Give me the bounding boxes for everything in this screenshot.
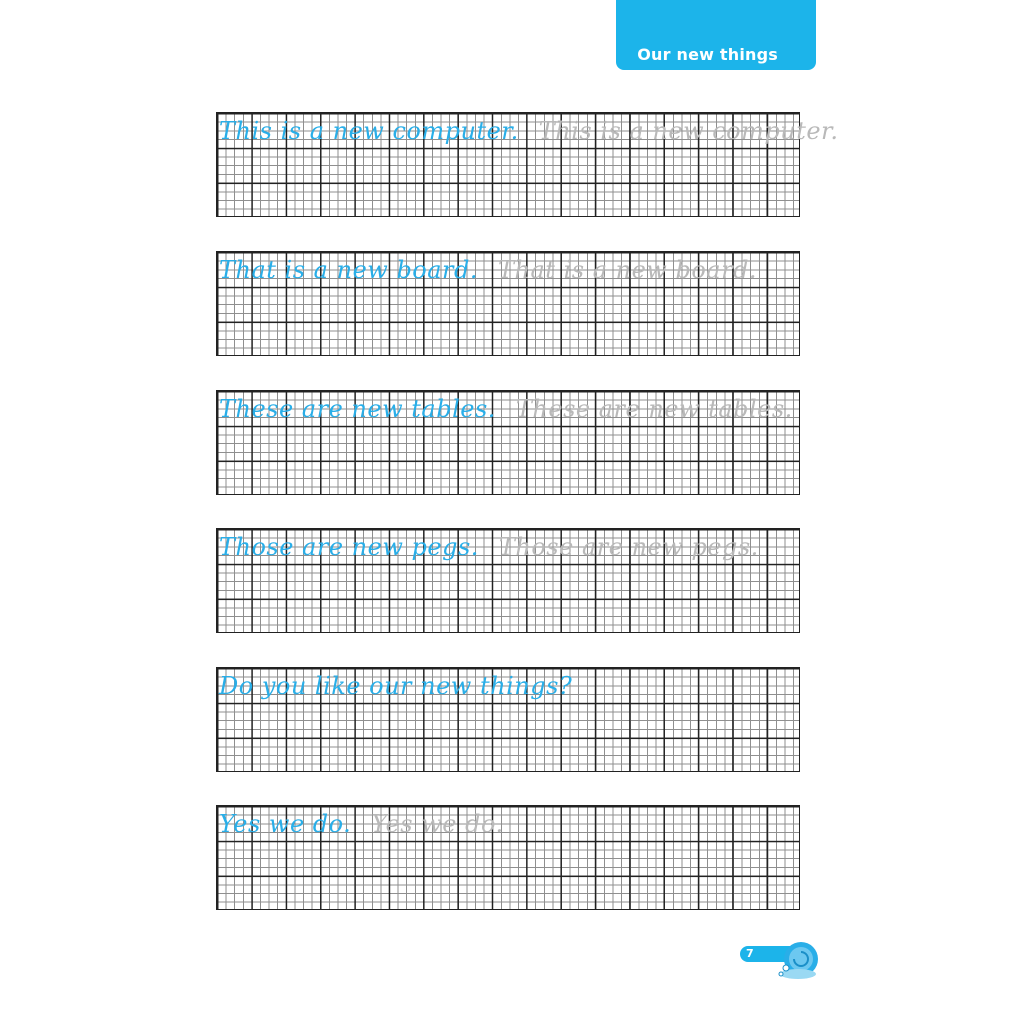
row-text <box>219 533 759 561</box>
trace-sentence: This is a new computer. <box>538 117 839 145</box>
model-sentence: Those are new pegs. <box>219 533 479 561</box>
trace-sentence: That is a new board. <box>498 256 758 284</box>
handwriting-row-6 <box>216 805 800 910</box>
row-text <box>219 117 839 145</box>
row-text <box>219 256 757 284</box>
model-sentence: Do you like our new things? <box>219 672 573 700</box>
model-sentence: These are new tables. <box>219 395 496 423</box>
handwriting-row-3 <box>216 390 800 495</box>
section-tab <box>616 0 816 70</box>
page-number: 7 <box>746 947 754 960</box>
model-sentence: This is a new computer. <box>219 117 519 145</box>
snail-mascot-icon <box>778 938 820 982</box>
model-sentence: That is a new board. <box>219 256 479 284</box>
handwriting-row-2 <box>216 251 800 356</box>
model-sentence: Yes we do. <box>219 810 352 838</box>
trace-sentence: Those are new pegs. <box>498 533 759 561</box>
row-text <box>219 810 504 838</box>
row-text <box>219 672 592 700</box>
handwriting-row-5 <box>216 667 800 772</box>
section-title: Our new things <box>637 45 778 64</box>
row-text <box>219 395 793 423</box>
trace-sentence: These are new tables. <box>515 395 793 423</box>
trace-sentence: Yes we do. <box>371 810 504 838</box>
handwriting-row-4 <box>216 528 800 633</box>
handwriting-row-1 <box>216 112 839 217</box>
